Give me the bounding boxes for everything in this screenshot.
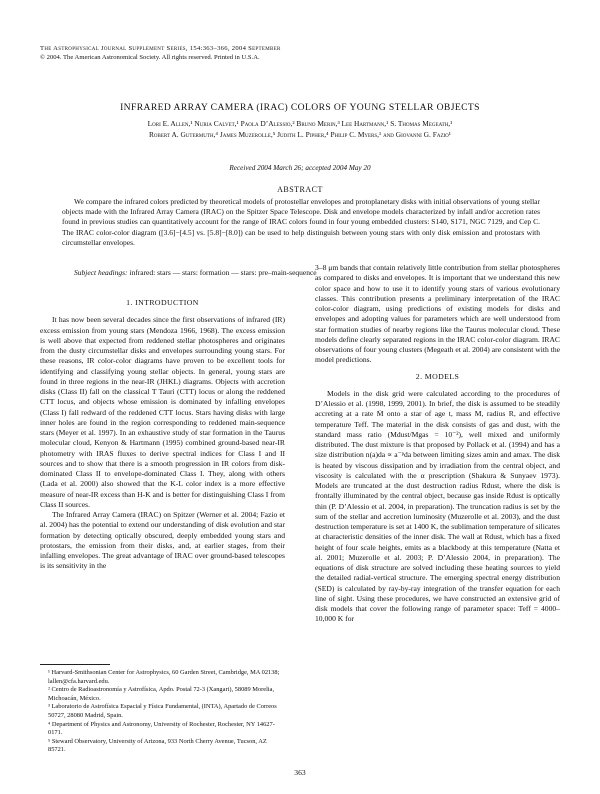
- page-number: 363: [294, 768, 306, 777]
- author-list: [60, 119, 540, 141]
- paper-title: INFRARED ARRAY CAMERA (IRAC) COLORS OF YOUNG STELLAR OBJECTS: [120, 102, 480, 113]
- journal-citation: The Astrophysical Journal Supplement Series, 154:363–366, 2004 September: [40, 45, 281, 52]
- footnotes: [40, 664, 285, 755]
- copyright-line: © 2004. The American Astronomical Society. All rights reserved. Printed in U.S.A.: [40, 54, 260, 61]
- abstract-heading: ABSTRACT: [277, 185, 323, 194]
- author-line-1: Lori E. Allen,¹ Nuria Calvet,¹ Paola D’Alessio,² Bruno Merin,³ Lee Hartmann,¹ S. Thomas Megeath,¹: [147, 119, 453, 128]
- section-heading-models: 2. MODELS: [415, 371, 460, 381]
- footnote: ⁵ Steward Observatory, University of Arizona, 933 North Cherry Avenue, Tucson, AZ 85721.: [48, 737, 267, 754]
- intro-paragraph-2: The Infrared Array Camera (IRAC) on Spitzer (Werner et al. 2004; Fazio et al. 2004) has the potential to extend our understanding of disk evolution and star formation by detecting optically obscured, deeply embedded young stars and protostars, the emission from their disks, and, at earlier stages, from their infalling envelopes. The great advantage of IRAC over ground-based telescopes is its sensitivity in the: [40, 510, 285, 571]
- footnote: ² Centro de Radioastronomía y Astrofísica, Apdo. Postal 72-3 (Xangari), 58089 Morelia, Michoacán, México.: [48, 686, 275, 702]
- right-column: [315, 263, 560, 625]
- left-column: [40, 292, 285, 572]
- models-paragraph-1: Models in the disk grid were calculated according to the procedures of D’Alessio et al. (1998, 1999, 2001). In brief, the disk is assumed to be steadily accreting at a rate Ṁ onto a star of age t, mass M, radius R, and effective temperature Teff. The material in the disk consists of gas and dust, with the standard mass ratio (Mdust/Mgas = 10⁻²), well mixed and uniformly distributed. The dust mixture is that proposed by Pollack et al. (1994) and has a size distribution n(a)da ∝ a⁻ᵖda between limiting sizes amin and amax. The disk is heated by viscous dissipation and by irradiation from the central object, and viscosity is calculated with the α prescription (Shakura & Sunyaev 1973). Models are truncated at the dust destruction radius Rdust, where the disk is frontally illuminated by the central object, because gas inside Rdust is optically thin (P. D’Alessio et al. 2004, in preparation). The truncation radius is set by the sum of the stellar and accretion luminosity (Muzerolle et al. 2003), and the dust destruction temperature is set at 1400 K, the sublimation temperature of silicates at characteristic densities of the inner disk. The wall at Rdust, which has a fixed height of four scale heights, emits as a blackbody at this temperature (Natta et al. 2001; Muzerolle et al. 2003; P. D’Alessio 2004, in preparation). The equations of disk structure are solved including these heating sources to yield the detailed radial-vertical structure. The emerging spectral energy distribution (SED) is calculated by ray-by-ray integration of the transfer equation for each line of sight. Using these procedures, we have constructed an extensive grid of disk models that cover the following range of parameter space: Teff = 4000–10,000 K for: [315, 388, 560, 624]
- footnote: ¹ Harvard-Smithsonian Center for Astrophysics, 60 Garden Street, Cambridge, MA 02138; lallen@cfa.harvard.edu.: [48, 669, 280, 685]
- abstract-text: We compare the infrared colors predicted by theoretical models of protostellar envelopes and protoplanetary disks with initial observations of young stellar objects made with the Infrared Array Camera (IRAC) on the Spitzer Space Telescope. Disk and envelope models characterized by infall and/or accretion rates found in previous studies can quantitatively account for the range of IRAC colors found in four young embedded clusters: S140, S171, NGC 7129, and Cep C. The IRAC color-color diagram ([3.6]−[4.5] vs. [5.8]−[8.0]) can be used to help distinguish between young stars with only disk emission and protostars with circumstellar envelopes.: [62, 197, 540, 247]
- author-line-2: Robert A. Gutermuth,⁴ James Muzerolle,⁵ Judith L. Pipher,⁴ Philip C. Myers,¹ and Giovanni G. Fazio¹: [148, 129, 451, 139]
- intro-continuation-paragraph: 3–8 μm bands that contain relatively little contribution from stellar photospheres as compared to disks and envelopes. It is important that we understand this new color space and how to use it to identify young stars of various evolutionary classes. This contribution presents a preliminary interpretation of the IRAC color-color diagram, using predictions of existing models for disks and envelopes and adopting values for parameters which are well understood from star formation studies of nearby regions like the Taurus molecular cloud. These models define clearly separated regions in the IRAC color-color diagram. IRAC observations of four young clusters (Megeath et al. 2004) are consistent with the model predictions.: [315, 263, 560, 365]
- footnote: ⁴ Department of Physics and Astronomy, University of Rochester, Rochester, NY 14627-0171.: [48, 720, 275, 737]
- section-heading-introduction: 1. INTRODUCTION: [126, 298, 199, 307]
- subject-headings-text: infrared: stars — stars: formation — stars: pre–main-sequence: [129, 268, 317, 277]
- intro-paragraph-1: It has now been several decades since the first observations of infrared (IR) excess emission from young stars (Mendoza 1966, 1968). The excess emission is well above that expected from reddened stellar photospheres and originates from the dusty circumstellar disks and envelopes surrounding young stars. For these reasons, IR color-color diagrams have proven to be excellent tools for identifying and classifying young stellar objects. In general, young stars are found in three regions in the near-IR (JHKL) diagrams. Objects with accretion disks (Class II) fall on the classical T Tauri (CTT) locus or along the reddened CTT locus, and objects whose emission is dominated by infalling envelopes (Class I) fall redward of the reddened CTT locus. Stars having disks with large inner holes are found in the region corresponding to reddened main-sequence stars (Meyer et al. 1997). In an exhaustive study of star formation in the Taurus molecular cloud, Kenyon & Hartmann (1995) combined ground-based near-IR photometry with IRAS fluxes to derive spectral indices for Class I and II sources and to show that there is a smooth progression in IR colors from disk-dominated Class II to envelope-dominated Class I. They, along with others (Lada et al. 2000) also showed that the K-L color index is a more effective measure of near-IR excess than H-K and is better for distinguishing Class I from Class II sources.: [40, 315, 285, 509]
- footnote-rule: [40, 664, 110, 665]
- running-header: [40, 44, 560, 62]
- subject-headings-label: Subject headings:: [74, 268, 128, 277]
- received-dates: Received 2004 March 26; accepted 2004 May 20: [229, 164, 371, 172]
- footnote: ³ Laboratorio de Astrofísica Espacial y Física Fundamental, (INTA), Apartado de Correos 50727, 28080 Madrid, Spain.: [48, 703, 277, 719]
